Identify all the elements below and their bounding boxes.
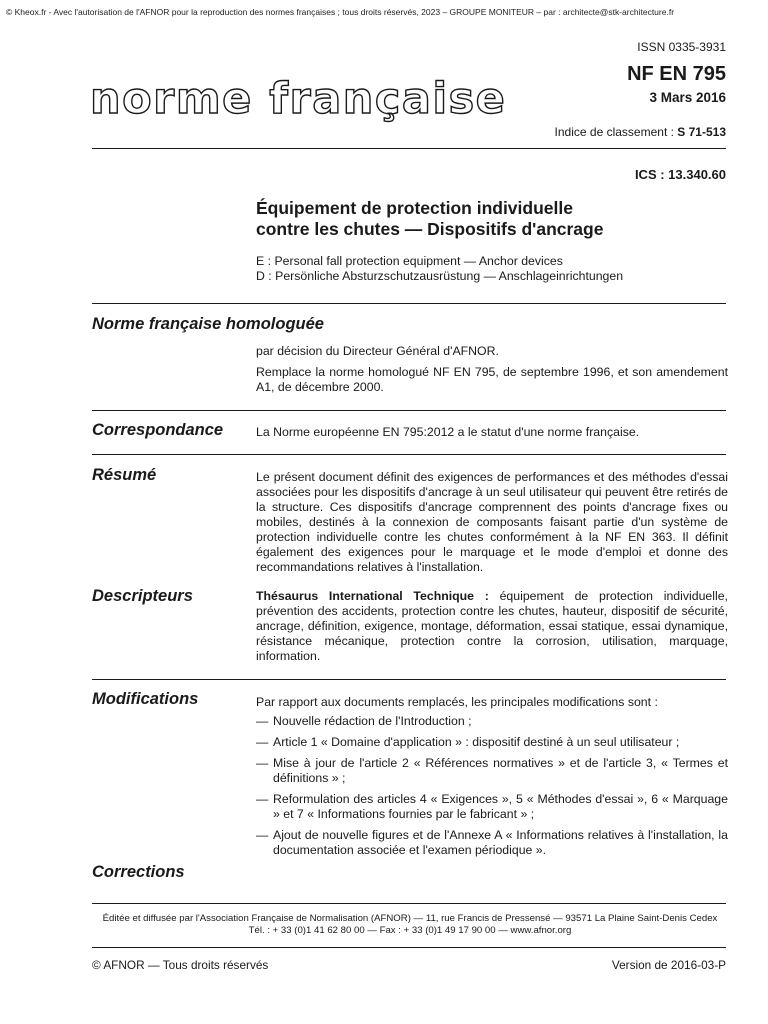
title-line-1: Équipement de protection individuelle (256, 198, 573, 218)
list-item: — Reformulation des articles 4 « Exigences », 5 « Méthodes d'essai », 6 « Marquage » et 7 « Informations fournies par le fabricant » ; (256, 792, 728, 822)
classification-label: Indice de classement : (554, 125, 674, 139)
title-english: E : Personal fall protection equipment — Anchor devices (256, 254, 563, 268)
version-label: Version de 2016-03-P (611, 958, 726, 972)
divider-modifications (92, 679, 726, 680)
section-heading-homologuee: Norme française homologuée (92, 315, 324, 333)
divider-title (92, 303, 726, 304)
section-heading-resume: Résumé (92, 466, 157, 484)
section-heading-corrections: Corrections (92, 863, 185, 881)
publisher-address: Éditée et diffusée par l'Association Française de Normalisation (AFNOR) — 11, rue Francis de Pressensé — 93571 La Plaine Saint-Denis Cedex (102, 913, 718, 924)
classification-value: S 71-513 (677, 125, 726, 139)
list-item: — Article 1 « Domaine d'application » : dispositif destiné à un seul utilisateur ; (256, 735, 728, 750)
copyright-notice-header: © Kheox.fr - Avec l'autorisation de l'AFNOR pour la reproduction des normes françaises ; tous droits réservés, 2023 – GROUPE MONITEUR – par : architecte@stk-architecture.fr (6, 7, 675, 17)
descripteurs-keywords: équipement de protection individuelle, prévention des accidents, protection contre les chutes, hauteur, dispositif de sécurité, ancrage, définition, exigence, montage, déformation, essai statique, essai dynamique, résistance mécanique, protection contre la corrosion, utilisation, marquage, information. (256, 589, 728, 663)
publisher-contact: Tél. : + 33 (0)1 41 62 80 00 — Fax : + 33 (0)1 49 17 90 00 — www.afnor.org (248, 925, 572, 936)
classification-index (555, 125, 726, 139)
brand-text: norme française (90, 74, 507, 124)
divider-bottom (92, 947, 726, 948)
resume-text: Le présent document définit des exigences de performances et des méthodes d'essai associées pour les dispositifs d'ancrage à un seul utilisateur qui peuvent être retirés de la structure. Ces dispositifs d'ancrage comprennent des points d'ancrage fixes ou mobiles, destinés à la connexion de composants faisant partie d'un système de protection individuelle contre les chutes conformément à la NF EN 363. Il définit également des exigences pour le marquage et le mode d'emploi et donne des recommandations relatives à l'installation. (256, 470, 728, 574)
divider-resume (92, 454, 726, 455)
standard-code: NF EN 795 (627, 63, 726, 85)
modifications-intro: Par rapport aux documents remplacés, les principales modifications sont : (256, 695, 658, 709)
correspondance-text: La Norme européenne EN 795:2012 a le statut d'une norme française. (256, 425, 640, 439)
divider-footer (92, 903, 726, 904)
homologuee-replaces: Remplace la norme homologué NF EN 795, de septembre 1996, et son amendement A1, de décembre 2000. (256, 365, 728, 394)
title-line-2: contre les chutes — Dispositifs d'ancrage (256, 219, 604, 239)
section-heading-modifications: Modifications (92, 690, 199, 708)
standard-date: 3 Mars 2016 (649, 90, 726, 105)
modifications-list (256, 714, 728, 864)
descripteurs-label: Thésaurus International Technique : (256, 589, 489, 603)
list-item: — Nouvelle rédaction de l'Introduction ; (256, 714, 728, 729)
section-heading-descripteurs: Descripteurs (92, 587, 193, 605)
homologuee-decision: par décision du Directeur Général d'AFNOR. (256, 344, 499, 358)
title-german: D : Persönliche Absturzschutzausrüstung — Anschlageinrichtungen (256, 269, 624, 283)
section-heading-correspondance: Correspondance (92, 421, 224, 439)
list-item: — Ajout de nouvelle figures et de l'Annexe A « Informations relatives à l'installation, la documentation associée et l'examen périodique ». (256, 828, 728, 858)
divider-correspondance (92, 410, 726, 411)
ics-code: ICS : 13.340.60 (634, 167, 726, 182)
divider-header (92, 148, 726, 149)
document-title (256, 198, 726, 240)
list-item: — Mise à jour de l'article 2 « Références normatives » et de l'article 3, « Termes et définitions » ; (256, 756, 728, 786)
copyright-footer: © AFNOR — Tous droits réservés (92, 958, 269, 972)
descripteurs-text (256, 589, 728, 664)
brand-title (90, 74, 507, 124)
issn-number: ISSN 0335-3931 (637, 40, 726, 54)
